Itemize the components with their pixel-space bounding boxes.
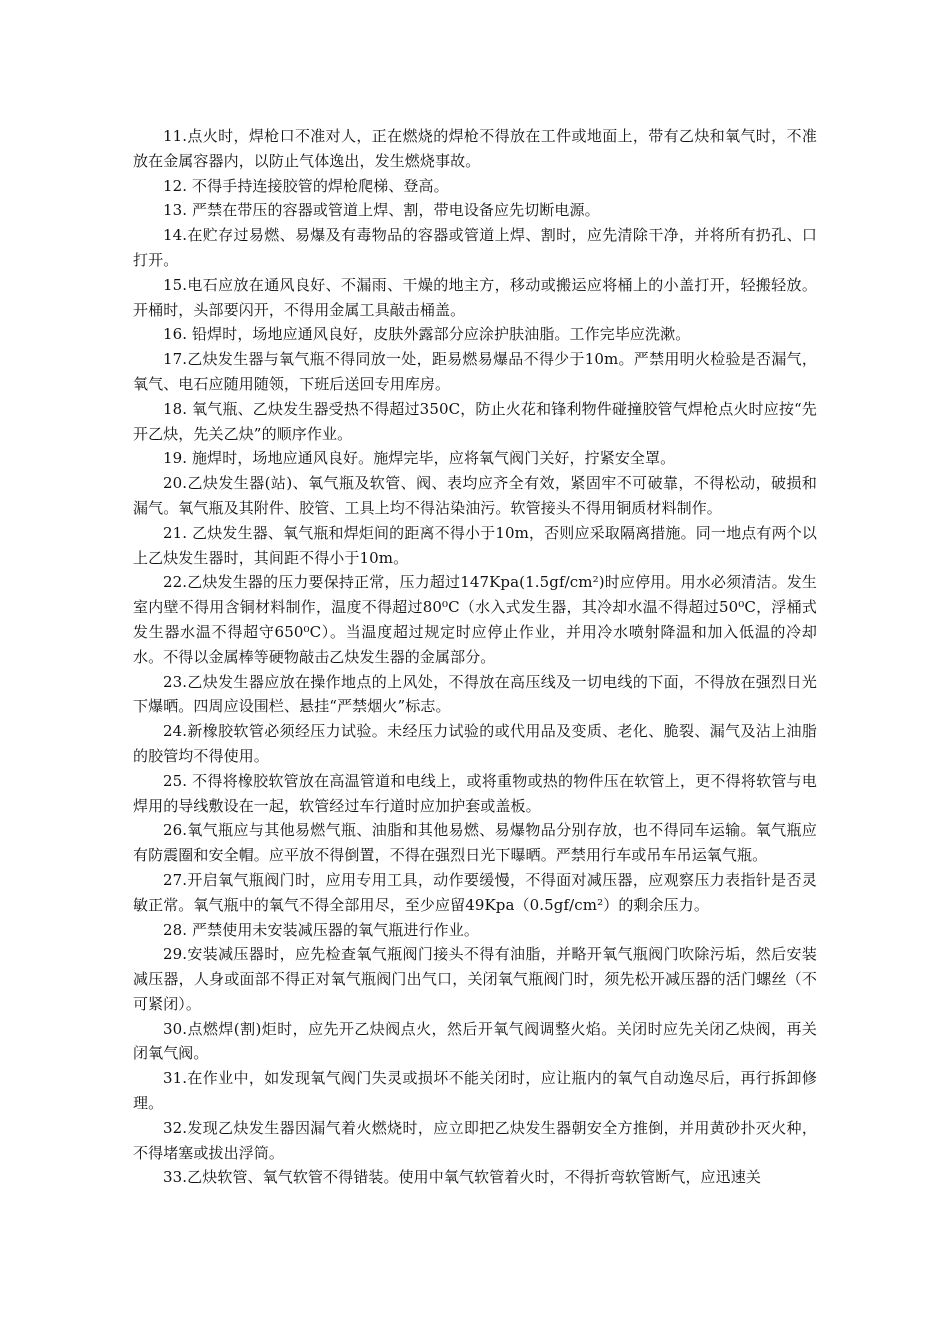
rule-33: 33.乙炔软管、氧气软管不得错装。使用中氧气软管着火时，不得折弯软管断气，应迅速关 <box>163 1168 761 1187</box>
rule-24: 24.新橡胶软管必须经压力试验。未经压力试验的或代用品及变质、老化、脆裂、漏气及沾上油脂的胶管均不得使用。 <box>133 722 817 765</box>
rule-27: 27.开启氧气瓶阀门时，应用专用工具，动作要缓慢，不得面对减压器，应观察压力表指针是否灵敏正常。氧气瓶中的氧气不得全部用尽，至少应留49Kpa（0.5gf/cm²）的剩余压力。 <box>133 870 817 914</box>
rule-13: 13. 严禁在带压的容器或管道上焊、割，带电设备应先切断电源。 <box>163 201 600 220</box>
rule-19: 19. 施焊时，场地应通风良好。施焊完毕，应将氧气阀门关好，拧紧安全罩。 <box>163 449 676 468</box>
rule-25: 25. 不得将橡胶软管放在高温管道和电线上，或将重物或热的物件压在软管上，更不得将软管与电焊用的导线敷设在一起，软管经过车行道时应加护套或盖板。 <box>133 771 817 815</box>
rule-32: 32.发现乙炔发生器因漏气着火燃烧时，应立即把乙炔发生器朝安全方推倒，并用黄砂扑灭火种，不得堵塞或拔出浮筒。 <box>133 1118 817 1162</box>
rule-11: 11.点火时，焊枪口不准对人，正在燃烧的焊枪不得放在工件或地面上，带有乙炔和氧气时，不准放在金属容器内，以防止气体逸出，发生燃烧事故。 <box>133 127 817 170</box>
rule-14: 14.在贮存过易燃、易爆及有毒物品的容器或管道上焊、割时，应先清除干净，并将所有扔孔、口打开。 <box>133 226 817 269</box>
rule-23: 23.乙炔发生器应放在操作地点的上风处，不得放在高压线及一切电线的下面，不得放在强烈日光下爆晒。四周应设围栏、悬挂“严禁烟火”标志。 <box>133 672 817 716</box>
rule-26: 26.氧气瓶应与其他易燃气瓶、油脂和其他易燃、易爆物品分别存放，也不得同车运输。氧气瓶应有防震圈和安全帽。应平放不得倒置，不得在强烈日光下曝晒。严禁用行车或吊车吊运氧气瓶。 <box>133 821 817 865</box>
rule-18: 18. 氧气瓶、乙炔发生器受热不得超过350C，防止火花和锋利物件碰撞胶管气焊枪点火时应按“先开乙炔，先关乙炔”的顺序作业。 <box>133 399 817 443</box>
rule-30: 30.点燃焊(割)炬时，应先开乙炔阀点火，然后开氧气阀调整火焰。关闭时应先关闭乙炔阀，再关闭氧气阀。 <box>133 1019 817 1063</box>
document-body <box>133 124 817 1190</box>
rule-12: 12. 不得手持连接胶管的焊枪爬梯、登高。 <box>163 176 449 195</box>
rule-16: 16. 铅焊时，场地应通风良好，皮肤外露部分应涂护肤油脂。工作完毕应洗漱。 <box>163 325 691 344</box>
rule-21: 21. 乙炔发生器、氧气瓶和焊炬间的距离不得小于10m，否则应采取隔离措施。同一地点有两个以上乙炔发生器时，其间距不得小于10m。 <box>133 523 817 567</box>
rule-15: 15.电石应放在通风良好、不漏雨、干燥的地主方，移动或搬运应将桶上的小盖打开，轻搬轻放。开桶时，头部要闪开，不得用金属工具敲击桶盖。 <box>133 275 817 319</box>
rule-20: 20.乙炔发生器(站)、氧气瓶及软管、阀、表均应齐全有效，紧固牢不可破靠，不得松动，破损和漏气。氧气瓶及其附件、胶管、工具上均不得沾染油污。软管接头不得用铜质材料制作。 <box>133 474 817 517</box>
rule-22: 22.乙炔发生器的压力要保持正常，压力超过147Kpa(1.5gf/cm²)时应停用。用水必须清洁。发生室内壁不得用含铜材料制作，温度不得超过80⁰C（水入式发生器，其冷却水温不得超过50⁰C，浮桶式发生器水温不得超守650⁰C）。当温度超过规定时应停止作业，并用冷水喷射降温和加入低温的冷却水。不得以金属棒等硬物敲击乙炔发生器的金属部分。 <box>133 573 817 666</box>
rule-17: 17.乙炔发生器与氧气瓶不得同放一处，距易燃易爆品不得少于10m。严禁用明火检验是否漏气，氧气、电石应随用随领，下班后送回专用库房。 <box>133 350 817 393</box>
rule-28: 28. 严禁使用未安装减压器的氧气瓶进行作业。 <box>163 920 479 939</box>
rule-29: 29.安装减压器时，应先检查氧气瓶阀门接头不得有油脂，并略开氧气瓶阀门吹除污垢，然后安装减压器，人身或面部不得正对氧气瓶阀门出气口，关闭氧气瓶阀门时，须先松开减压器的活门螺丝（不可紧闭）。 <box>133 945 817 1013</box>
rule-31: 31.在作业中，如发现氧气阀门失灵或损坏不能关闭时，应让瓶内的氧气自动逸尽后，再行拆卸修理。 <box>133 1069 817 1113</box>
